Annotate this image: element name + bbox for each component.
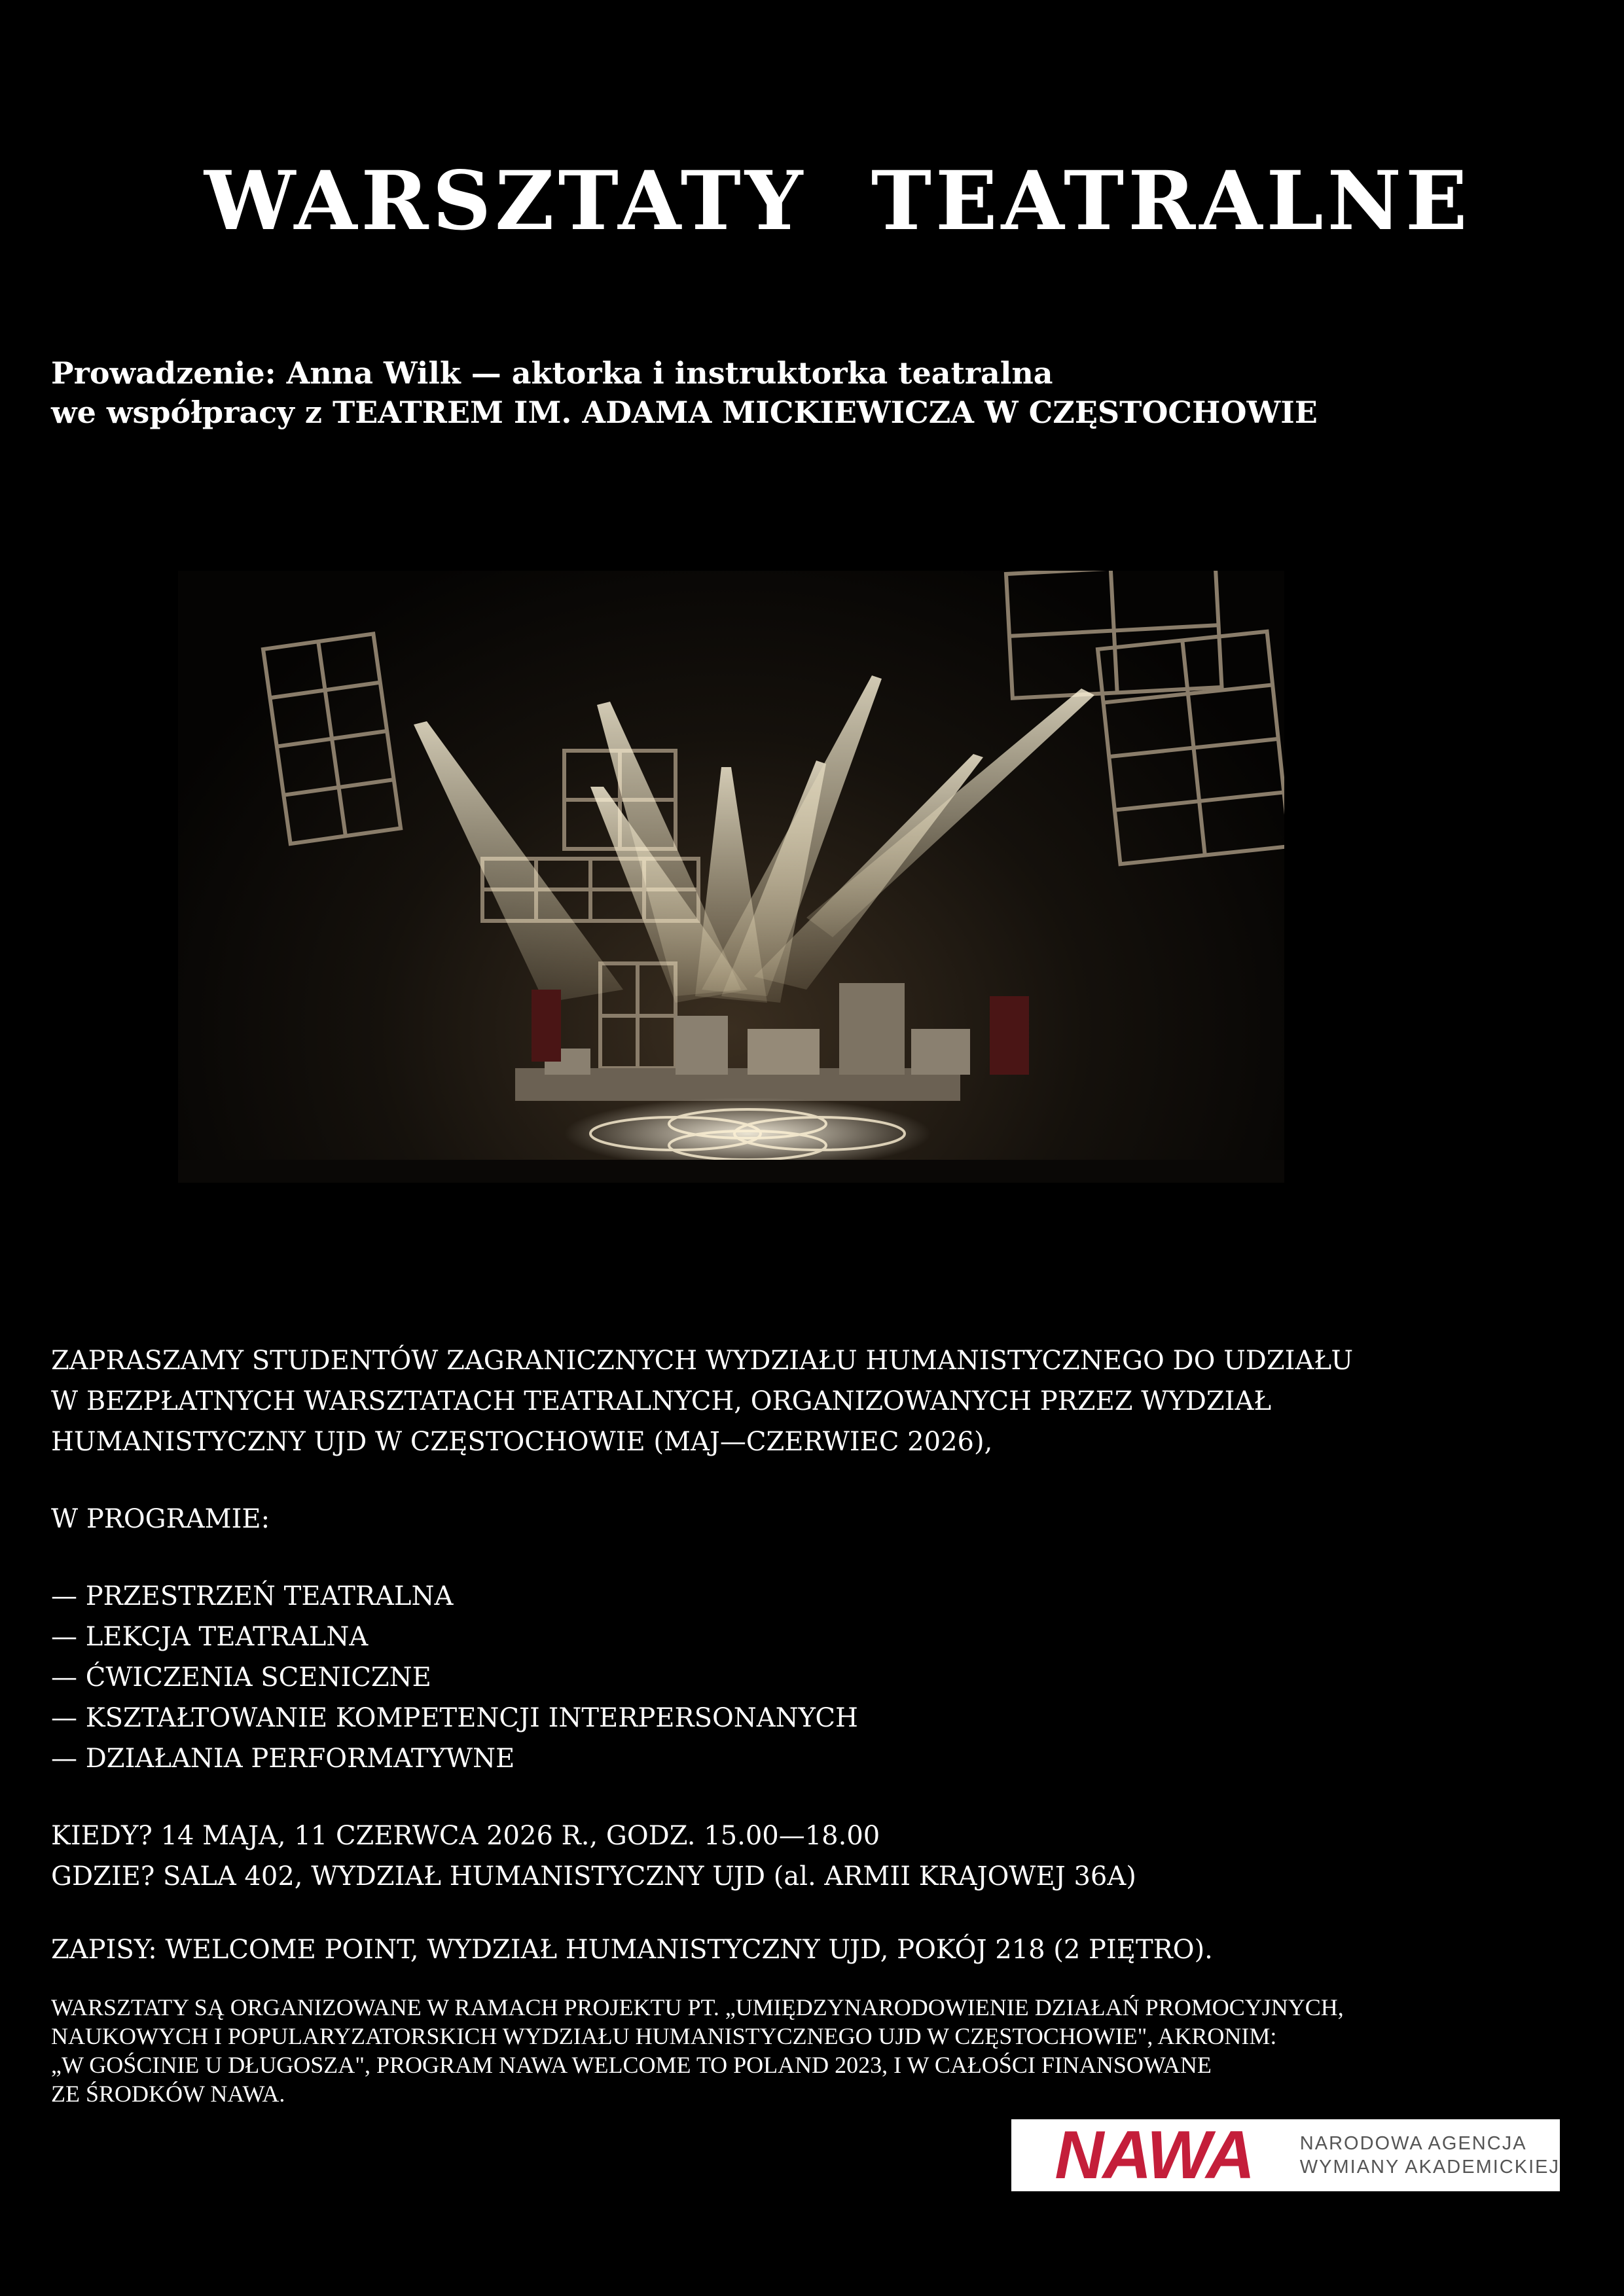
program-item: — PRZESTRZEŃ TEATRALNA <box>51 1581 454 1611</box>
nawa-logo-mark: NAWA <box>1055 2117 1254 2193</box>
nawa-logo <box>1011 2119 1560 2191</box>
footnote-line: ZE ŚRODKÓW NAWA. <box>51 2081 285 2107</box>
when-line: KIEDY? 14 MAJA, 11 CZERWCA 2026 R., GODZ. 15.00—18.00 <box>51 1821 880 1851</box>
poster-title: WARSZTATY TEATRALNE <box>204 154 1471 249</box>
signup-line: ZAPISY: WELCOME POINT, WYDZIAŁ HUMANISTYCZNY UJD, POKÓJ 218 (2 PIĘTRO). <box>51 1935 1213 1965</box>
program-item: — LEKCJA TEATRALNA <box>51 1622 369 1652</box>
where-line: GDZIE? SALA 402, WYDZIAŁ HUMANISTYCZNY UJD (al. ARMII KRAJOWEJ 36A) <box>51 1861 1136 1892</box>
intro-line: ZAPRASZAMY STUDENTÓW ZAGRANICZNYCH WYDZIAŁU HUMANISTYCZNEGO DO UDZIAŁU <box>51 1346 1354 1376</box>
body-text <box>51 1340 1557 1970</box>
footnote-line: „W GOŚCINIE U DŁUGOSZA", PROGRAM NAWA WELCOME TO POLAND 2023, I W CAŁOŚCI FINANSOWANE <box>51 2052 1212 2078</box>
program-item: — KSZTAŁTOWANIE KOMPETENCJI INTERPERSONANYCH <box>51 1703 858 1733</box>
logo-text-line: NARODOWA AGENCJA <box>1299 2133 1527 2154</box>
program-item: — DZIAŁANIA PERFORMATYWNE <box>51 1744 515 1774</box>
window-frame <box>1098 632 1284 864</box>
stage-photo <box>178 571 1284 1183</box>
funding-footnote <box>51 1993 1557 2108</box>
program-heading: W PROGRAMIE: <box>51 1504 270 1534</box>
intro-line: W BEZPŁATNYCH WARSZTATACH TEATRALNYCH, ORGANIZOWANYCH PRZEZ WYDZIAŁ <box>51 1386 1272 1416</box>
intro-line: HUMANISTYCZNY UJD W CZĘSTOCHOWIE (MAJ—CZERWIEC 2026), <box>51 1427 993 1457</box>
window-frame <box>263 634 401 844</box>
subtitle <box>51 353 1557 432</box>
window-frame <box>1006 571 1222 698</box>
program-item: — ĆWICZENIA SCENICZNE <box>51 1662 431 1693</box>
stage-lights-illustration <box>178 571 1284 1183</box>
subtitle-line: we współpracy z TEATREM IM. ADAMA MICKIEWICZA W CZĘSTOCHOWIE <box>51 395 1318 430</box>
spotlight-beams <box>414 675 1094 1003</box>
subtitle-line: Prowadzenie: Anna Wilk — aktorka i instruktorka teatralna <box>51 355 1053 391</box>
nawa-logo-text <box>1297 2132 1560 2179</box>
footnote-line: NAUKOWYCH I POPULARYZATORSKICH WYDZIAŁU HUMANISTYCZNEGO UJD W CZĘSTOCHOWIE", AKRONIM: <box>51 2023 1277 2049</box>
footnote-line: WARSZTATY SĄ ORGANIZOWANE W RAMACH PROJEKTU PT. „UMIĘDZYNARODOWIENIE DZIAŁAŃ PROMOCYJNYCH, <box>51 1994 1344 2020</box>
logo-text-line: WYMIANY AKADEMICKIEJ <box>1299 2157 1560 2178</box>
